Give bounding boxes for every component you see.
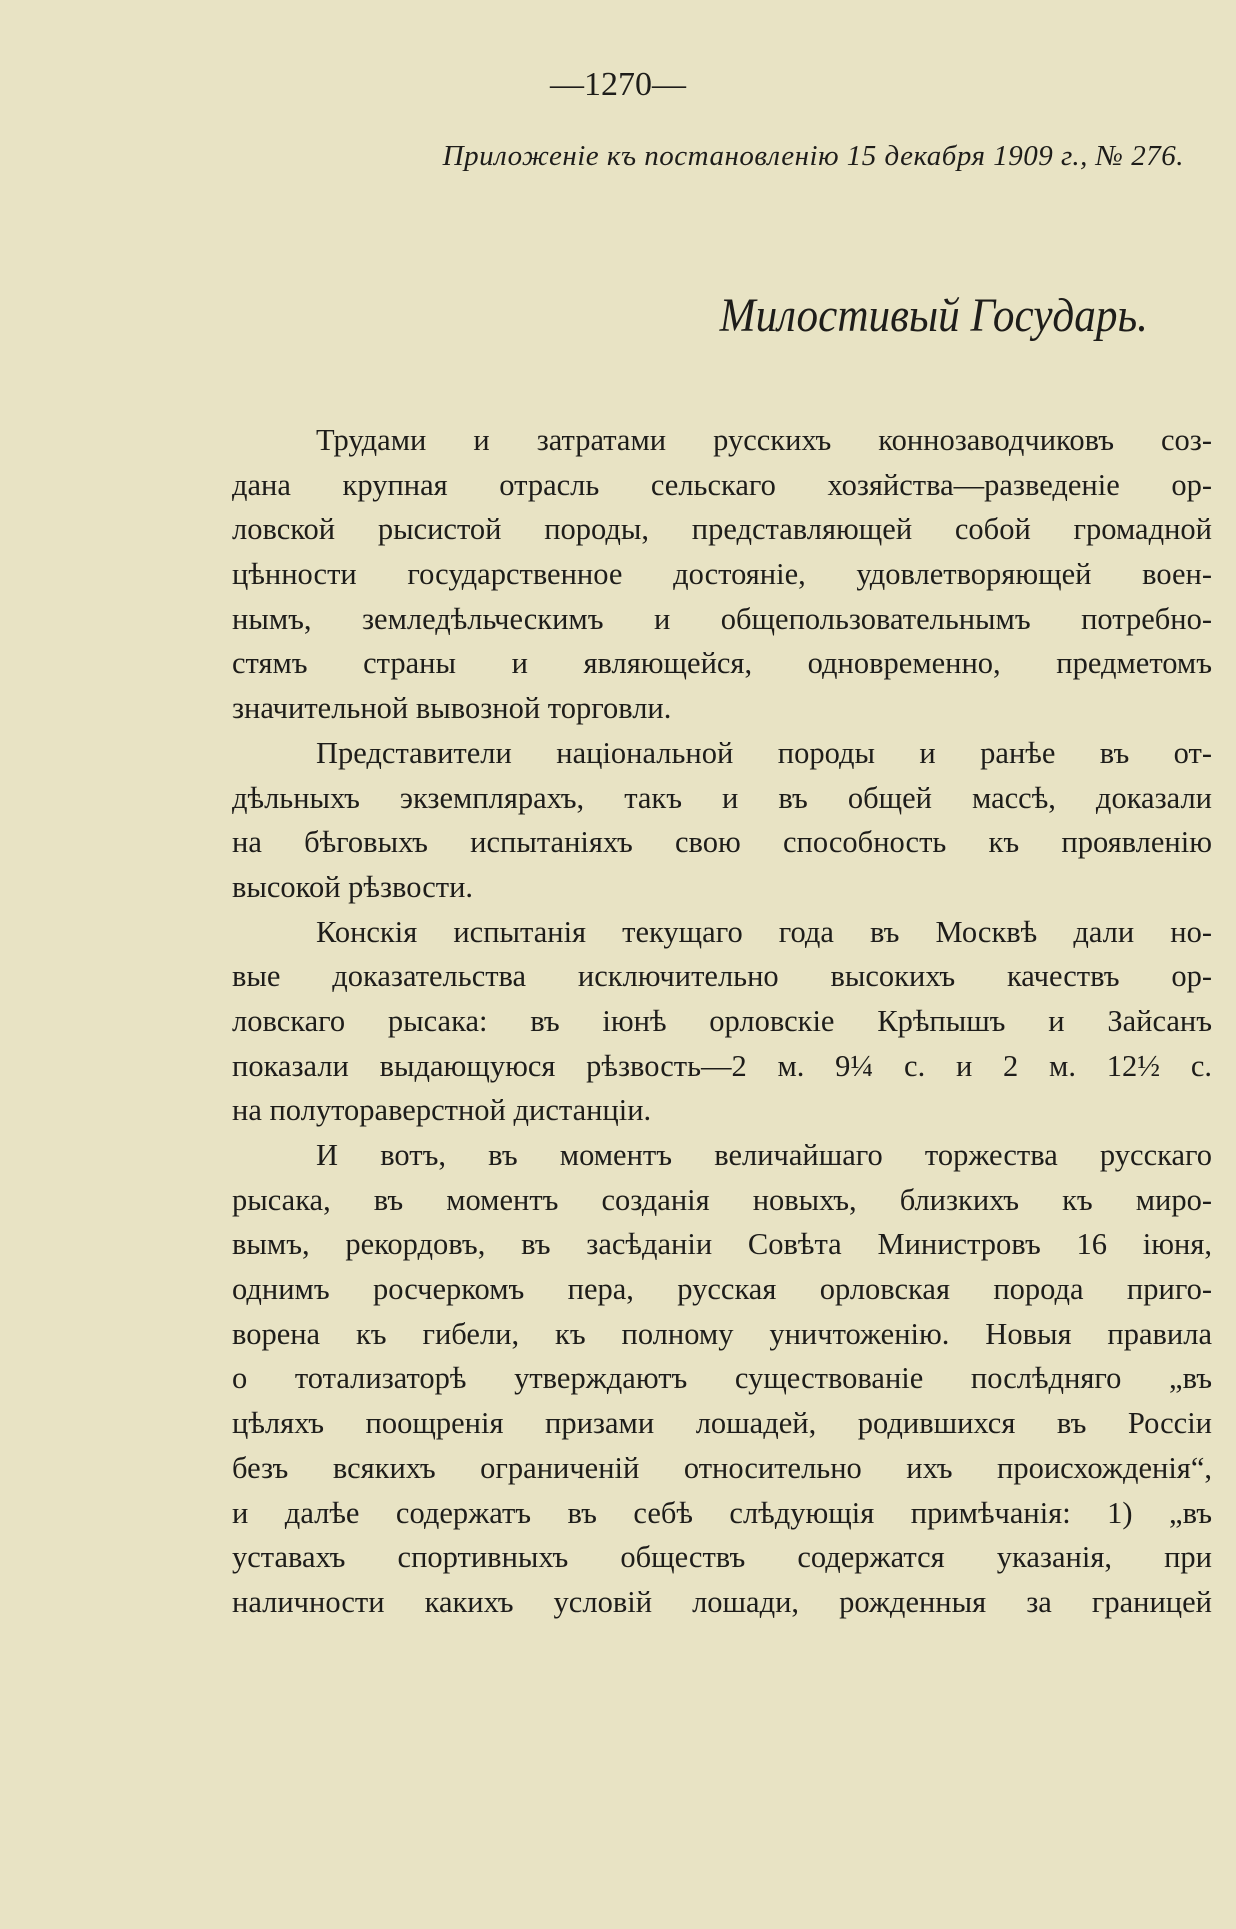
text-line: ловской рысистой породы, представляющей собой громадной bbox=[232, 512, 1212, 547]
page-number: —1270— bbox=[550, 66, 686, 103]
text-line: вымъ, рекордовъ, въ засѣданiи Совѣта Министровъ 16 iюня, bbox=[232, 1227, 1212, 1262]
text-line: вые доказательства исключительно высокихъ качествъ ор- bbox=[232, 959, 1212, 994]
text-line: значительной вывозной торговли. bbox=[232, 691, 672, 726]
text-line: ловскаго рысака: въ iюнѣ орловскiе Крѣпышъ и Зайсанъ bbox=[232, 1003, 1212, 1038]
text-line: ворена къ гибели, къ полному уничтоженiю. Новыя правила bbox=[232, 1316, 1212, 1351]
text-line: Трудами и затратами русскихъ коннозаводчиковъ соз- bbox=[316, 423, 1212, 457]
text-line: Представители нацiональной породы и ранѣе въ от- bbox=[316, 735, 1212, 770]
text-line: на полутораверстной дистанцiи. bbox=[232, 1093, 652, 1128]
text-line: цѣнности государственное достоянiе, удовлетворяющей воен- bbox=[232, 557, 1212, 592]
body-text bbox=[232, 418, 1212, 1625]
text-line: цѣляхъ поощренiя призами лошадей, родившихся въ Россiи bbox=[232, 1406, 1212, 1441]
text-line: стямъ страны и являющейся, одновременно, предметомъ bbox=[232, 646, 1212, 681]
text-line: дана крупная отрасль сельскаго хозяйства—разведенiе ор- bbox=[232, 467, 1212, 502]
text-line: И вотъ, въ моментъ величайшаго торжества русскаго bbox=[316, 1138, 1212, 1172]
text-line: уставахъ спортивныхъ обществъ содержатся указанiя, при bbox=[232, 1540, 1212, 1575]
text-line: о тотализаторѣ утверждаютъ существованiе послѣдняго „въ bbox=[232, 1361, 1212, 1396]
text-line: на бѣговыхъ испытанiяхъ свою способность къ проявленiю bbox=[232, 825, 1212, 860]
text-line: Конскiя испытанiя текущаго года въ Москвѣ дали но- bbox=[316, 914, 1212, 949]
text-line: высокой рѣзвости. bbox=[232, 869, 474, 904]
salutation: Милостивый Государь. bbox=[719, 289, 1148, 342]
text-line: дѣльныхъ экземплярахъ, такъ и въ общей массѣ, доказали bbox=[232, 780, 1212, 815]
text-line: рысака, въ моментъ созданiя новыхъ, близкихъ къ миро- bbox=[232, 1182, 1212, 1217]
text-line: показали выдающуюся рѣзвость—2 м. 9¼ с. и 2 м. 12½ с. bbox=[232, 1048, 1212, 1083]
text-line: безъ всякихъ ограниченiй относительно ихъ происхожденiя“, bbox=[232, 1450, 1212, 1485]
text-line: и далѣе содержатъ въ себѣ слѣдующiя примѣчанiя: 1) „въ bbox=[232, 1495, 1212, 1530]
appendix-heading: Приложенiе къ постановленiю 15 декабря 1909 г., № 276. bbox=[442, 140, 1184, 172]
text-line: наличности какихъ условiй лошади, рожденныя за границей bbox=[232, 1584, 1212, 1619]
text-line: нымъ, земледѣльческимъ и общепользовательнымъ потребно- bbox=[232, 601, 1212, 636]
text-line: однимъ росчеркомъ пера, русская орловская порода приго- bbox=[232, 1272, 1212, 1307]
